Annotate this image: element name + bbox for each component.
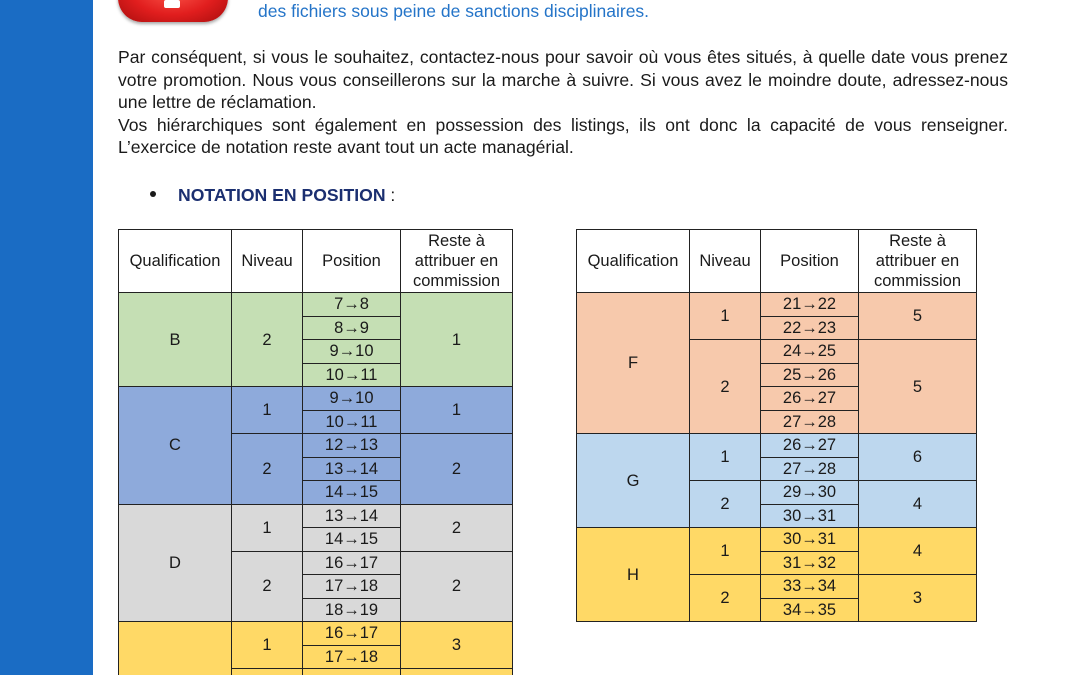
table-row <box>577 434 977 458</box>
position-cell: 26→27 <box>761 434 859 458</box>
niveau-cell <box>232 669 303 675</box>
table-row <box>119 387 513 411</box>
header-reste: Reste à attribuer en commission <box>401 230 513 293</box>
position-cell: 14→15 <box>303 528 401 552</box>
position-cell: 8→9 <box>303 316 401 340</box>
position-cell: 30→31 <box>761 504 859 528</box>
header-position: Position <box>303 230 401 293</box>
qualification-cell <box>119 622 232 675</box>
header-qualification: Qualification <box>577 230 690 293</box>
position-cell: 12→13 <box>303 434 401 458</box>
niveau-cell: 1 <box>232 622 303 669</box>
niveau-cell: 1 <box>690 293 761 340</box>
position-cell: 18→19 <box>303 598 401 622</box>
notation-table-left <box>118 229 513 675</box>
position-cell: 27→28 <box>761 410 859 434</box>
niveau-cell: 1 <box>690 434 761 481</box>
position-cell: 33→34 <box>761 575 859 599</box>
header-niveau: Niveau <box>690 230 761 293</box>
notation-table-right <box>576 229 977 622</box>
header-niveau: Niveau <box>232 230 303 293</box>
table-row <box>119 622 513 646</box>
top-text-line: des fichiers sous peine de sanctions disciplinaires. <box>258 1 650 21</box>
position-cell: 25→26 <box>761 363 859 387</box>
position-cell: 21→22 <box>761 293 859 317</box>
section-heading <box>150 185 395 206</box>
reste-cell: 2 <box>401 504 513 551</box>
position-cell: 13→14 <box>303 504 401 528</box>
section-heading-suffix: : <box>385 185 396 205</box>
header-qualification: Qualification <box>119 230 232 293</box>
position-cell: 10→11 <box>303 410 401 434</box>
qualification-cell: F <box>577 293 690 434</box>
reste-cell: 3 <box>401 622 513 669</box>
position-cell: 31→32 <box>761 551 859 575</box>
niveau-cell: 2 <box>690 575 761 622</box>
header-position: Position <box>761 230 859 293</box>
table-row <box>119 293 513 317</box>
reste-cell <box>401 669 513 675</box>
niveau-cell: 2 <box>232 293 303 387</box>
niveau-cell: 1 <box>232 387 303 434</box>
position-cell: 16→17 <box>303 551 401 575</box>
paragraph-1: Par conséquent, si vous le souhaitez, contactez-nous pour savoir où vous êtes situés, à quelle date vous prenez votre promotion. Nous vous conseillerons sur la marche à suivre. Si vous avez le moindre doute, adressez-nous une lettre de réclamation. <box>118 47 1008 112</box>
body-paragraphs <box>118 46 1008 159</box>
position-cell <box>303 669 401 675</box>
qualification-cell: G <box>577 434 690 528</box>
position-cell: 34→35 <box>761 598 859 622</box>
position-cell: 9→10 <box>303 340 401 364</box>
reste-cell: 2 <box>401 434 513 505</box>
position-cell: 7→8 <box>303 293 401 317</box>
niveau-cell: 2 <box>690 481 761 528</box>
niveau-cell: 2 <box>690 340 761 434</box>
red-logo-icon <box>118 0 228 22</box>
reste-cell: 3 <box>859 575 977 622</box>
table-row <box>119 504 513 528</box>
section-heading-label: NOTATION EN POSITION <box>178 185 386 205</box>
table-row <box>577 293 977 317</box>
position-cell: 13→14 <box>303 457 401 481</box>
table-row <box>577 528 977 552</box>
reste-cell: 1 <box>401 387 513 434</box>
niveau-cell: 2 <box>232 551 303 622</box>
position-cell: 26→27 <box>761 387 859 411</box>
position-cell: 22→23 <box>761 316 859 340</box>
logo-mark <box>164 0 180 8</box>
bullet-icon <box>150 191 156 197</box>
niveau-cell: 1 <box>690 528 761 575</box>
position-cell: 17→18 <box>303 645 401 669</box>
position-cell: 29→30 <box>761 481 859 505</box>
reste-cell: 2 <box>401 551 513 622</box>
side-color-bar <box>0 0 93 675</box>
position-cell: 24→25 <box>761 340 859 364</box>
paragraph-2: Vos hiérarchiques sont également en possession des listings, ils ont donc la capacité de vous renseigner. L’exercice de notation reste avant tout un acte managérial. <box>118 114 1008 157</box>
position-cell: 9→10 <box>303 387 401 411</box>
position-cell: 30→31 <box>761 528 859 552</box>
reste-cell: 5 <box>859 293 977 340</box>
qualification-cell: H <box>577 528 690 622</box>
position-cell: 10→11 <box>303 363 401 387</box>
table-header-row <box>119 230 513 293</box>
reste-cell: 4 <box>859 528 977 575</box>
position-cell: 16→17 <box>303 622 401 646</box>
reste-cell: 1 <box>401 293 513 387</box>
niveau-cell: 1 <box>232 504 303 551</box>
niveau-cell: 2 <box>232 434 303 505</box>
reste-cell: 4 <box>859 481 977 528</box>
table-header-row <box>577 230 977 293</box>
qualification-cell: D <box>119 504 232 622</box>
position-cell: 14→15 <box>303 481 401 505</box>
qualification-cell: C <box>119 387 232 505</box>
reste-cell: 6 <box>859 434 977 481</box>
position-cell: 17→18 <box>303 575 401 599</box>
qualification-cell: B <box>119 293 232 387</box>
position-cell: 27→28 <box>761 457 859 481</box>
header-reste: Reste à attribuer en commission <box>859 230 977 293</box>
reste-cell: 5 <box>859 340 977 434</box>
